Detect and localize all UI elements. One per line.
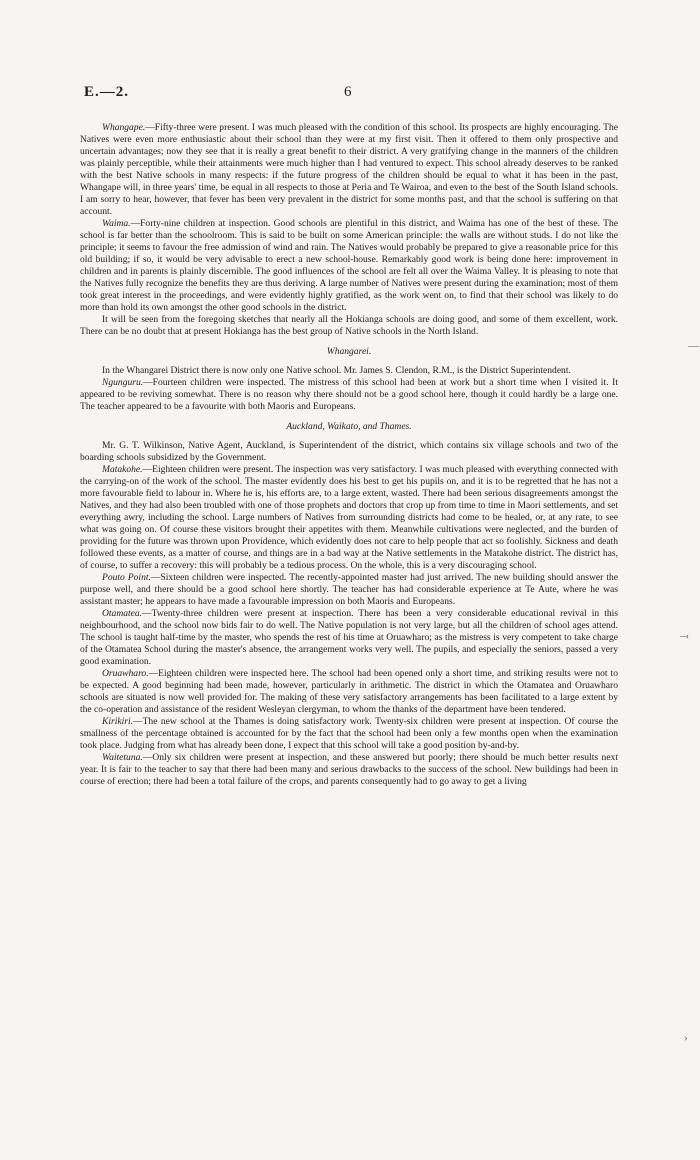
section-hokianga: [80, 122, 618, 338]
paragraph: [80, 377, 618, 413]
section-heading-whangarei: Whangarei.: [326, 346, 372, 357]
paragraph-text: In the Whangarei District there is now only one Native school. Mr. James S. Clendon, R.M., is the District Superintendent.: [102, 365, 571, 376]
document-body: [80, 122, 618, 788]
paragraph-lead: Matakohe.: [102, 464, 143, 475]
section-whangarei: [80, 365, 618, 413]
paragraph-text: —Fourteen children were inspected. The mistress of this school had been at work but a short time when I visited it. It appeared to be reviving somewhat. There is no reason why there should not be a good school here, though it could hardly be a large one. The teacher appeared to be a favourite with both Maoris and Europeans.: [80, 377, 618, 412]
paragraph-lead: Kirikiri.: [102, 716, 134, 727]
paragraph: [80, 716, 618, 752]
margin-mark: ›: [684, 1032, 688, 1044]
paragraph: [80, 122, 618, 218]
paragraph: [80, 314, 618, 338]
paragraph-lead: Oruawharo.: [102, 668, 149, 679]
paragraph: [80, 365, 618, 377]
paragraph-text: Mr. G. T. Wilkinson, Native Agent, Auckland, is Superintendent of the district, which contains six village schools and two of the boarding schools subsidized by the Government.: [80, 440, 618, 463]
paragraph-lead: Waima.: [102, 218, 131, 229]
paragraph-text: —Twenty-three children were present at inspection. There has been a very considerable educational revival in this neighbourhood, and the school now bids fair to do well. The Native population is not very large, but all the children of school ages attend. The school is taught half-time by the master, who spends the rest of his time at Oruawharo; as the mistress is very competent to take charge of the Otamatea School during the master's absence, the arrangement works very well. The pupils, and especially the seniors, passed a very good examination.: [80, 608, 618, 667]
paragraph-text: —Eighteen children were inspected here. The school had been opened only a short time, and striking results were not to be expected. A good beginning had been made, however, particularly in arithmetic. The district in which the Otamatea and Oruawharo schools are situated is now well provided for. The making of these very satisfactory arrangements has been facilitated to a large extent by the co-operation and assistance of the resident Wesleyan clergyman, to whom the thanks of the department have been tendered.: [80, 668, 618, 715]
paragraph: [80, 572, 618, 608]
paragraph-text: It will be seen from the foregoing sketches that nearly all the Hokianga schools are doing good, and some of them excellent, work. There can be no doubt that at present Hokianga has the best group of Native schools in the North Island.: [80, 314, 618, 337]
paragraph-lead: Waitetuna.: [102, 752, 143, 763]
margin-mark: –‹: [680, 630, 690, 642]
paragraph-lead: Ngunguru.: [102, 377, 144, 388]
page-number: 6: [344, 84, 352, 100]
paragraph: [80, 752, 618, 788]
paragraph-text: —Sixteen children were inspected. The recently-appointed master had just arrived. The new building should answer the purpose well, and there should be a good school here shortly. The teacher has had considerable experience at Te Aute, where he was assistant master; he appears to have made a favourable impression on both Maoris and Europeans.: [80, 572, 618, 607]
paragraph: [80, 218, 618, 314]
paragraph-text: —Eighteen children were present. The inspection was very satisfactory. I was much pleased with everything connected with the carrying-on of the work of the school. The master evidently does his best to get his pupils on, and it is to be regretted that he has not a more favourable field to labour in. Where he is, his efforts are, to a large extent, wasted. There had been serious disagreements amongst the Natives, and they had also been troubled with one of those prophets and doctors that crop up from time to time in Maori settlements, and set everything awry, including the school. Large numbers of Natives from surrounding districts had come to be healed, or, at any rate, to see what was going on. Of course these visitors brought their appetites with them. Meanwhile cultivations were neglected, and the burden of providing for the future was thrown upon Providence, which evidently does not care to help people that act so foolishly. Sickness and death followed these events, as a matter of course, and things are in a bad way at the Native settlements in the Matakohe district. The district has, of course, to suffer a recovery: this will probably be a tedious process. On the whole, this is a very discouraging school.: [80, 464, 618, 571]
paragraph-lead: Otamatea.: [102, 608, 143, 619]
series-code: E.—2.: [84, 84, 130, 100]
paragraph: [80, 464, 618, 572]
paragraph: [80, 440, 618, 464]
paragraph-text: —Forty-nine children at inspection. Good schools are plentiful in this district, and Waima has one of the best of these. The school is far better than the schoolroom. This is said to be built on some American principle: the walls are without studs. I do not like the principle; it seems to favour the free admission of wind and rain. The Natives would probably be prepared to give a reasonable price for this old building; if so, it would be very advisable to erect a new school-house. Remarkably good work is being done here: improvement in children and in parents is plainly discernible. The good influences of the school are felt all over the Waima Valley. It is pleasing to note that the Natives fully recognize the benefits they are thus deriving. A large number of Natives were present during the examination; most of them took great interest in the proceedings, and were evidently highly gratified, as the work went on, to find that their school was likely to do more than hold its own amongst the other good schools in the district.: [80, 218, 618, 313]
paragraph: [80, 668, 618, 716]
section-heading-auckland: Auckland, Waikato, and Thames.: [286, 421, 412, 432]
margin-mark: —: [688, 340, 699, 352]
paragraph-text: —The new school at the Thames is doing satisfactory work. Twenty-six children were present at inspection. Of course the smallness of the percentage obtained is accounted for by the fact that the school had been only a few months open when the examination took place. Judging from what has already been done, I expect that this school will take a good position by-and-by.: [80, 716, 618, 751]
paragraph: [80, 608, 618, 668]
paragraph-lead: Whangape.: [102, 122, 146, 133]
paragraph-text: —Only six children were present at inspection, and these answered but poorly; there should be much better results next year. It is fair to the teacher to say that there had been many and serious drawbacks to the success of the school. New buildings had been in course of erection; there had been a total failure of the crops, and parents consequently had to go away to get a living: [80, 752, 618, 787]
section-auckland: [80, 440, 618, 788]
paragraph-lead: Pouto Point.: [102, 572, 151, 583]
paragraph-text: —Fifty-three were present. I was much pleased with the condition of this school. Its prospects are highly encouraging. The Natives were even more enthusiastic about their school than they were at my first visit. Then it offered to them only prospective and uncertain advantages; now they see that it is really a great benefit to their district. A very gratifying change in the manners of the children was plainly perceptible, while their attainments were much higher than I had ventured to expect. This school already deserves to be ranked with the best Native schools in many respects: if the future progress of the children should be equal to what it has been in the past, Whangape will, in three years' time, be equal in all respects to those at Peria and Te Wairoa, and even to the best of the South Island schools. I am sorry to hear, however, that fever has been very prevalent in the district for some months past, and that the school is suffering on that account.: [80, 122, 618, 217]
